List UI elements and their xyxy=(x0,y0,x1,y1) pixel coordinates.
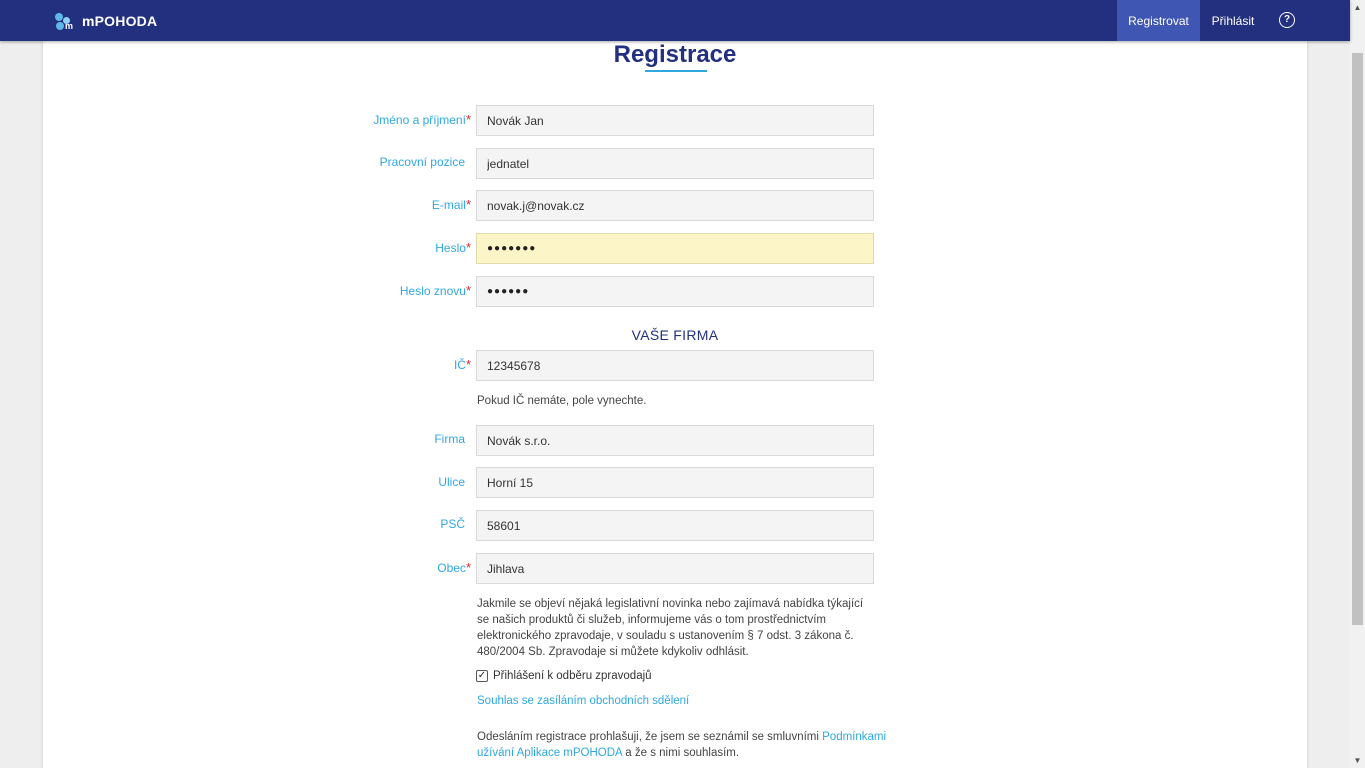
position-label: Pracovní pozice xyxy=(379,155,465,169)
required-mark: * xyxy=(465,357,471,372)
firm-label: Firma xyxy=(434,432,465,446)
mpohoda-logo-icon: m xyxy=(54,12,74,31)
brand-name: mPOHODA xyxy=(82,13,158,29)
required-mark: * xyxy=(465,240,471,255)
commercial-consent-link[interactable]: Souhlas se zasíláním obchodních sdělení xyxy=(477,695,690,707)
nav-register-button[interactable]: Registrovat xyxy=(1117,0,1200,41)
ic-hint: Pokud IČ nemáte, pole vynechte. xyxy=(477,395,647,407)
city-label: Obec* xyxy=(437,560,471,575)
ic-label: IČ* xyxy=(453,357,471,372)
zip-input[interactable] xyxy=(476,510,874,541)
brand[interactable] xyxy=(54,11,157,31)
page-title: Registrace xyxy=(613,41,737,68)
city-input[interactable] xyxy=(476,553,874,584)
required-mark: * xyxy=(465,197,471,212)
help-icon[interactable]: ? xyxy=(1279,12,1295,28)
scroll-up-arrow-icon[interactable]: ▲ xyxy=(1353,3,1362,12)
ic-input[interactable] xyxy=(476,350,874,381)
firm-input[interactable] xyxy=(476,425,874,456)
scroll-down-arrow-icon[interactable]: ▼ xyxy=(1353,756,1362,765)
terms-statement: Odesláním registrace prohlašuji, že jsem se seznámil se smluvními Podmínkami užívání Aplikace mPOHODA a že s nimi souhlasím. xyxy=(477,731,887,759)
password-input[interactable] xyxy=(476,233,874,264)
vertical-scrollbar[interactable] xyxy=(1350,0,1365,768)
scroll-thumb[interactable] xyxy=(1352,53,1363,625)
newsletter-info: Jakmile se objeví nějaká legislativní novinka nebo zajímavá nabídka týkající se našich produktů či služeb, informujeme vás o tom prostřednictvím elektronického zpravodaje, v souladu s ustanovením § 7 odst. 3 zákona č. 480/2004 Sb. Zpravodaje si můžete kdykoliv odhlásit. xyxy=(477,598,864,658)
terms-link[interactable]: Podmínkami užívání Aplikace mPOHODA xyxy=(477,731,887,759)
required-mark: * xyxy=(465,283,471,298)
street-label: Ulice xyxy=(438,475,465,489)
company-section-heading: VAŠE FIRMA xyxy=(631,327,719,343)
newsletter-checkbox[interactable]: ✓ xyxy=(477,670,487,681)
nav-login-button[interactable]: Přihlásit xyxy=(1211,13,1255,28)
title-underline xyxy=(645,70,707,72)
password-again-label: Heslo znovu* xyxy=(399,283,471,298)
full-name-input[interactable] xyxy=(476,105,874,136)
password-label: Heslo* xyxy=(435,240,471,255)
email-label: E-mail* xyxy=(431,197,471,212)
street-input[interactable] xyxy=(476,467,874,498)
position-input[interactable] xyxy=(476,148,874,179)
required-mark: * xyxy=(465,560,471,575)
top-bar xyxy=(0,0,1350,41)
newsletter-subscription[interactable] xyxy=(476,670,652,682)
required-mark: * xyxy=(465,112,471,127)
password-again-input[interactable] xyxy=(476,276,874,307)
email-input[interactable] xyxy=(476,190,874,221)
full-name-label: Jméno a příjmení* xyxy=(373,112,471,127)
newsletter-checkbox-label[interactable]: Přihlášení k odběru zpravodajů xyxy=(493,670,652,682)
zip-label: PSČ xyxy=(440,517,465,531)
